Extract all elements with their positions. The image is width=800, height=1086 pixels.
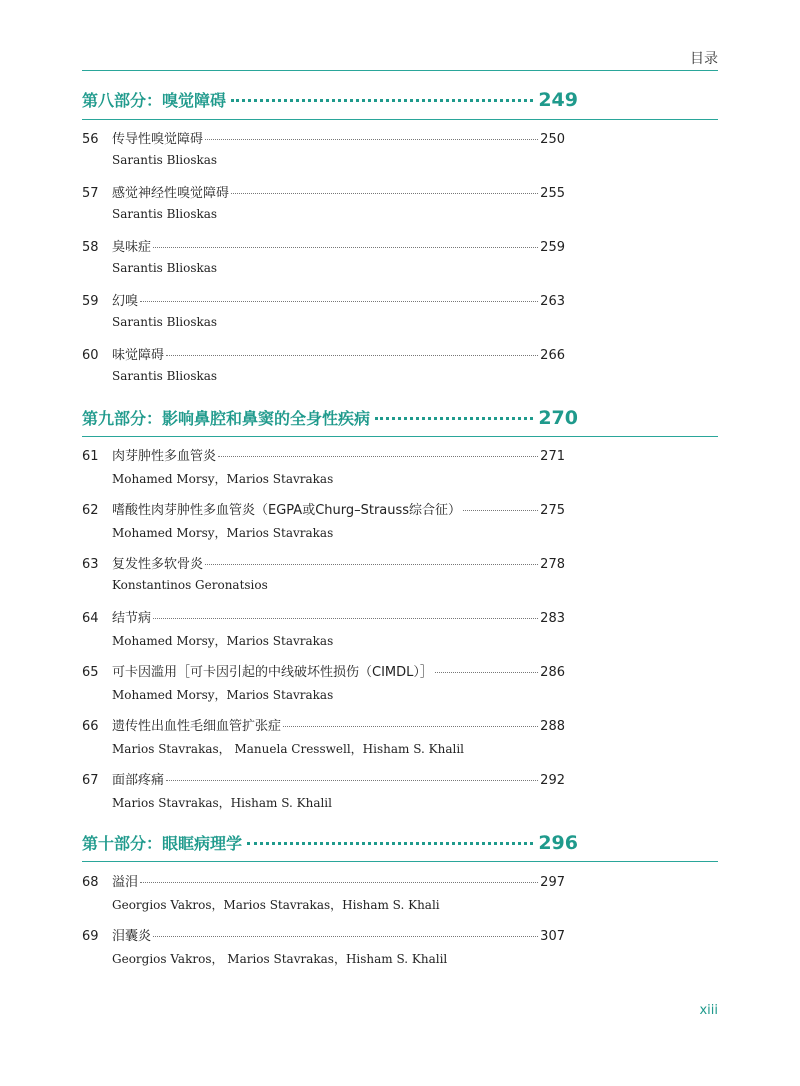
chapter-authors: Mohamed Morsy，Marios Stavrakas [112,472,334,486]
chapter-authors: Georgios Vakros，Marios Stavrakas，Hisham S. Khali [112,898,440,912]
chapter-authors: Sarantis Blioskas [112,207,218,221]
chapter-title: 肉芽肿性多血管炎 [112,449,217,464]
chapter-page: 278 [540,557,565,572]
chapter-page: 286 [540,665,565,680]
toc-entry[interactable] [82,236,565,255]
leader-dots [435,672,538,673]
leader-dots [205,564,538,565]
chapter-page: 297 [540,875,565,890]
section-page: 296 [538,832,578,854]
section-title: 第十部分：眼眶病理学 [82,834,243,853]
chapter-authors: Sarantis Blioskas [112,261,218,275]
chapter-number: 67 [82,773,99,788]
chapter-number: 63 [82,557,99,572]
chapter-page: 271 [540,449,565,464]
section-heading[interactable] [82,88,578,111]
section-title: 第九部分：影响鼻腔和鼻窦的全身性疾病 [82,409,371,428]
chapter-page: 266 [540,348,565,363]
section-rule [82,861,718,862]
leader-dots [153,247,538,248]
toc-entry[interactable] [82,344,565,363]
page-folio: xiii [699,1003,718,1018]
chapter-number: 65 [82,665,99,680]
leader-dots [153,618,538,619]
toc-entry[interactable] [82,661,565,680]
chapter-page: 255 [540,186,565,201]
chapter-title: 遗传性出血性毛细血管扩张症 [112,719,282,734]
chapter-number: 62 [82,503,99,518]
chapter-title: 嗜酸性肉芽肿性多血管炎（EGPA或Churg–Strauss综合征） [112,503,462,518]
toc-entry[interactable] [82,715,565,734]
leader-dots [153,936,538,937]
section-heading[interactable] [82,831,578,854]
leader-dots [140,882,538,883]
chapter-number: 68 [82,875,99,890]
chapter-page: 307 [540,929,565,944]
section-page: 249 [538,89,578,111]
chapter-title: 泪囊炎 [112,929,152,944]
running-head-title: 目录 [690,51,718,67]
toc-entry[interactable] [82,871,565,890]
leader-dots [205,139,538,140]
chapter-page: 275 [540,503,565,518]
toc-entry[interactable] [82,499,565,518]
chapter-authors: Sarantis Blioskas [112,315,218,329]
leader-dots [463,510,538,511]
chapter-title: 溢泪 [112,875,139,890]
chapter-title: 结节病 [112,611,152,626]
chapter-page: 259 [540,240,565,255]
section-rule [82,119,718,120]
section-rule [82,436,718,437]
chapter-title: 臭味症 [112,240,152,255]
toc-entry[interactable] [82,290,565,309]
chapter-authors: Konstantinos Geronatsios [112,578,268,592]
chapter-page: 292 [540,773,565,788]
chapter-title: 面部疼痛 [112,773,165,788]
section-heading[interactable] [82,406,578,429]
chapter-page: 250 [540,132,565,147]
toc-entry[interactable] [82,445,565,464]
chapter-authors: Mohamed Morsy，Marios Stavrakas [112,688,334,702]
chapter-page: 288 [540,719,565,734]
chapter-page: 283 [540,611,565,626]
chapter-authors: Mohamed Morsy，Marios Stavrakas [112,526,334,540]
leader-dots [283,726,538,727]
section-title: 第八部分：嗅觉障碍 [82,91,227,110]
section-leader-dots [247,842,533,845]
chapter-number: 57 [82,186,99,201]
chapter-title: 复发性多软骨炎 [112,557,204,572]
leader-dots [231,193,538,194]
chapter-page: 263 [540,294,565,309]
chapter-authors: Marios Stavrakas，Hisham S. Khalil [112,796,332,810]
chapter-authors: Sarantis Blioskas [112,153,218,167]
chapter-title: 感觉神经性嗅觉障碍 [112,186,230,201]
chapter-authors: Georgios Vakros， Marios Stavrakas，Hisham S. Khalil [112,952,448,966]
header-rule [82,70,718,71]
chapter-number: 64 [82,611,99,626]
leader-dots [166,780,538,781]
chapter-number: 58 [82,240,99,255]
chapter-title: 可卡因滥用［可卡因引起的中线破坏性损伤（CIMDL）］ [112,665,433,680]
chapter-authors: Mohamed Morsy，Marios Stavrakas [112,634,334,648]
section-leader-dots [231,99,533,102]
chapter-number: 66 [82,719,99,734]
chapter-title: 味觉障碍 [112,348,165,363]
section-leader-dots [375,417,533,420]
chapter-number: 59 [82,294,99,309]
chapter-authors: Sarantis Blioskas [112,369,218,383]
chapter-number: 60 [82,348,99,363]
chapter-authors: Marios Stavrakas， Manuela Cresswell，Hisham S. Khalil [112,742,464,756]
section-page: 270 [538,407,578,429]
chapter-title: 幻嗅 [112,294,139,309]
leader-dots [140,301,538,302]
toc-entry[interactable] [82,925,565,944]
chapter-number: 61 [82,449,99,464]
chapter-title: 传导性嗅觉障碍 [112,132,204,147]
toc-entry[interactable] [82,607,565,626]
leader-dots [218,456,538,457]
chapter-number: 69 [82,929,99,944]
toc-entry[interactable] [82,182,565,201]
leader-dots [166,355,538,356]
toc-entry[interactable] [82,553,565,572]
chapter-number: 56 [82,132,99,147]
toc-entry[interactable] [82,769,565,788]
toc-entry[interactable] [82,128,565,147]
